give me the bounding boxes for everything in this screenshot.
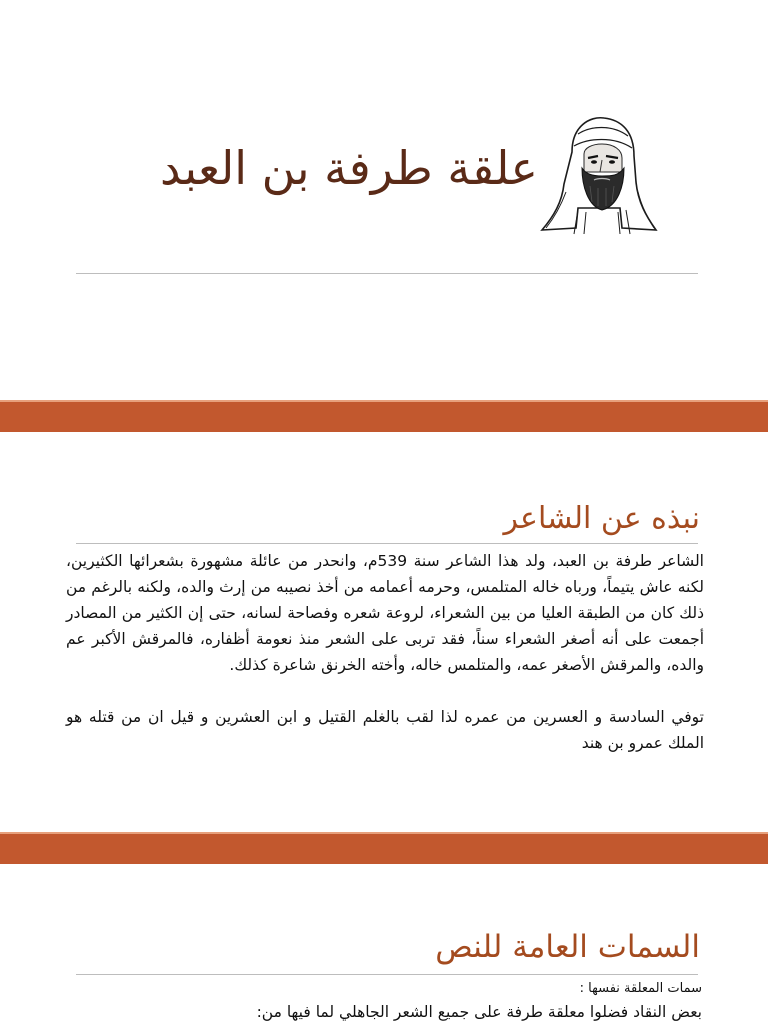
features-subtitle: سمات المعلقة نفسها : xyxy=(579,981,702,996)
section-heading-about-poet: نبذه عن الشاعر xyxy=(503,501,700,536)
section-heading-general-features: السمات العامة للنص xyxy=(435,929,700,965)
slide-title-text: علقة طرفة بن العبد xyxy=(160,141,538,195)
death-paragraph: توفي السادسة و العسرين من عمره لذا لقب بالغلم القتيل و ابن العشرين و قيل ان من قتله هو الملك عمرو بن هند xyxy=(66,708,704,752)
slide-separator-highlight xyxy=(0,832,768,834)
biography-paragraph: الشاعر طرفة بن العبد، ولد هذا الشاعر سنة 539م، وانحدر من عائلة مشهورة بشعرائها الكثيرين، لكنه عاش يتيماً، ورباه خاله المتلمس، وحرمه أعمامه من أخذ نصيبه من إرث والده، ولكنه بالرغم من ذلك كان من الطبقة العليا من بين الشعراء، لروعة شعره وفصاحة لسانه، حتى إن الكثير من المصادر أجمعت على أنه أصغر الشعراء سناً، فقد تربى على الشعر منذ نعومة أظفاره، فالمرقش الأكبر عم والده، والمرقش الأصغر عمه، والمتلمس خاله، وأخته الخرنق شاعرة كذلك. xyxy=(66,552,704,674)
features-intro-line: بعض النقاد فضلوا معلقة طرفة على جميع الشعر الجاهلي لما فيها من: xyxy=(256,1003,702,1021)
slide-title xyxy=(0,0,768,400)
section-divider xyxy=(76,543,698,544)
slide-separator-band xyxy=(0,400,768,432)
slide-separator-highlight xyxy=(0,400,768,402)
poet-portrait-image xyxy=(538,112,658,236)
slide-separator-band xyxy=(0,832,768,864)
title-divider xyxy=(76,273,698,274)
section-divider xyxy=(76,974,698,975)
